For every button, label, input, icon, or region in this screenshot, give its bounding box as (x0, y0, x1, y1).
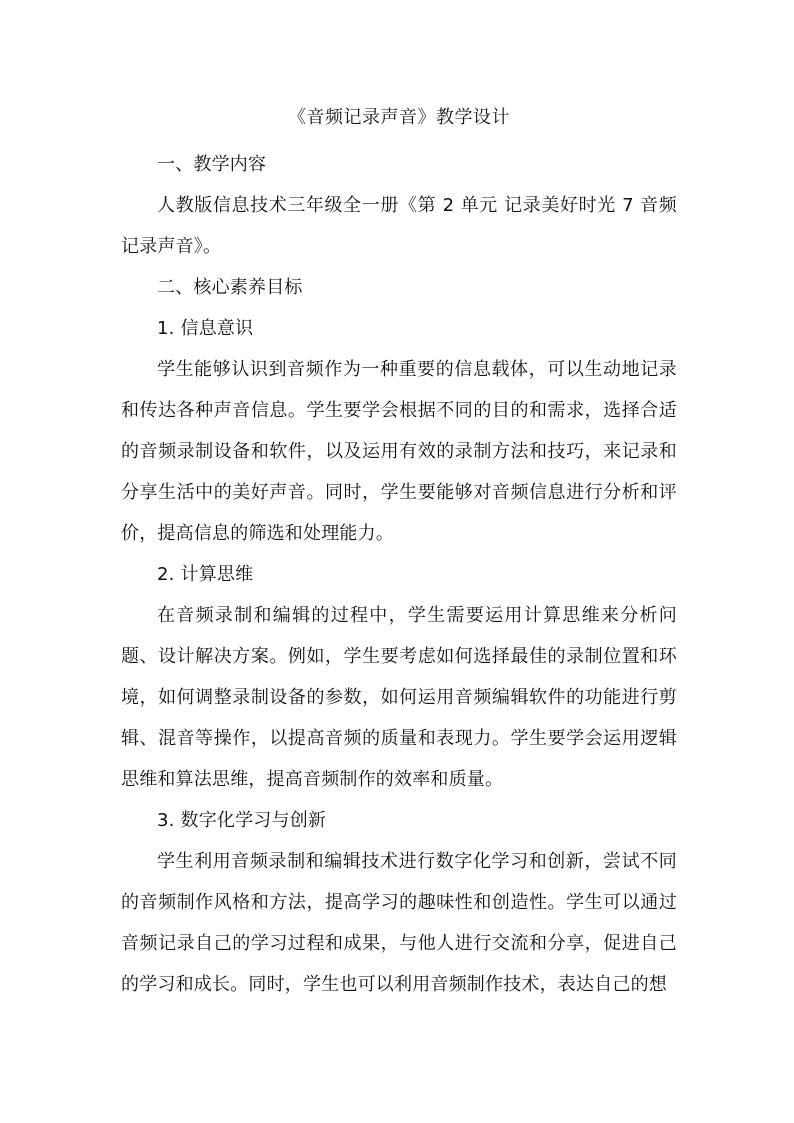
section-heading-teaching-content: 一、教学内容 (157, 154, 267, 175)
section-heading-core-literacy: 二、核心素养目标 (157, 277, 303, 298)
teaching-content-paragraph: 人教版信息技术三年级全一册《第 2 单元 记录美好时光 7 音频记录声音》。 (121, 195, 677, 257)
digital-learning-innovation-paragraph: 学生利用音频录制和编辑技术进行数字化学习和创新，尝试不同的音频制作风格和方法，提高学习的趣味性和创造性。学生可以通过音频记录自己的学习过程和成果，与他人进行交流和分享，促进自己的学习和成长。同时，学生也可以利用音频制作技术，表达自己的想 (121, 851, 677, 995)
subheading-computational-thinking: 2. 计算思维 (157, 564, 254, 585)
information-awareness-paragraph: 学生能够认识到音频作为一种重要的信息载体，可以生动地记录和传达各种声音信息。学生要学会根据不同的目的和需求，选择合适的音频录制设备和软件，以及运用有效的录制方法和技巧，来记录和分享生活中的美好声音。同时，学生要能够对音频信息进行分析和评价，提高信息的筛选和处理能力。 (121, 359, 677, 544)
subheading-information-awareness: 1. 信息意识 (157, 318, 254, 339)
document-content (121, 103, 677, 1005)
subheading-digital-learning-innovation: 3. 数字化学习与创新 (157, 810, 327, 831)
document-title: 《音频记录声音》教学设计 (288, 107, 510, 128)
computational-thinking-paragraph: 在音频录制和编辑的过程中，学生需要运用计算思维来分析问题、设计解决方案。例如，学生要考虑如何选择最佳的录制位置和环境，如何调整录制设备的参数，如何运用音频编辑软件的功能进行剪辑、混音等操作，以提高音频的质量和表现力。学生要学会运用逻辑思维和算法思维，提高音频制作的效率和质量。 (121, 605, 677, 790)
